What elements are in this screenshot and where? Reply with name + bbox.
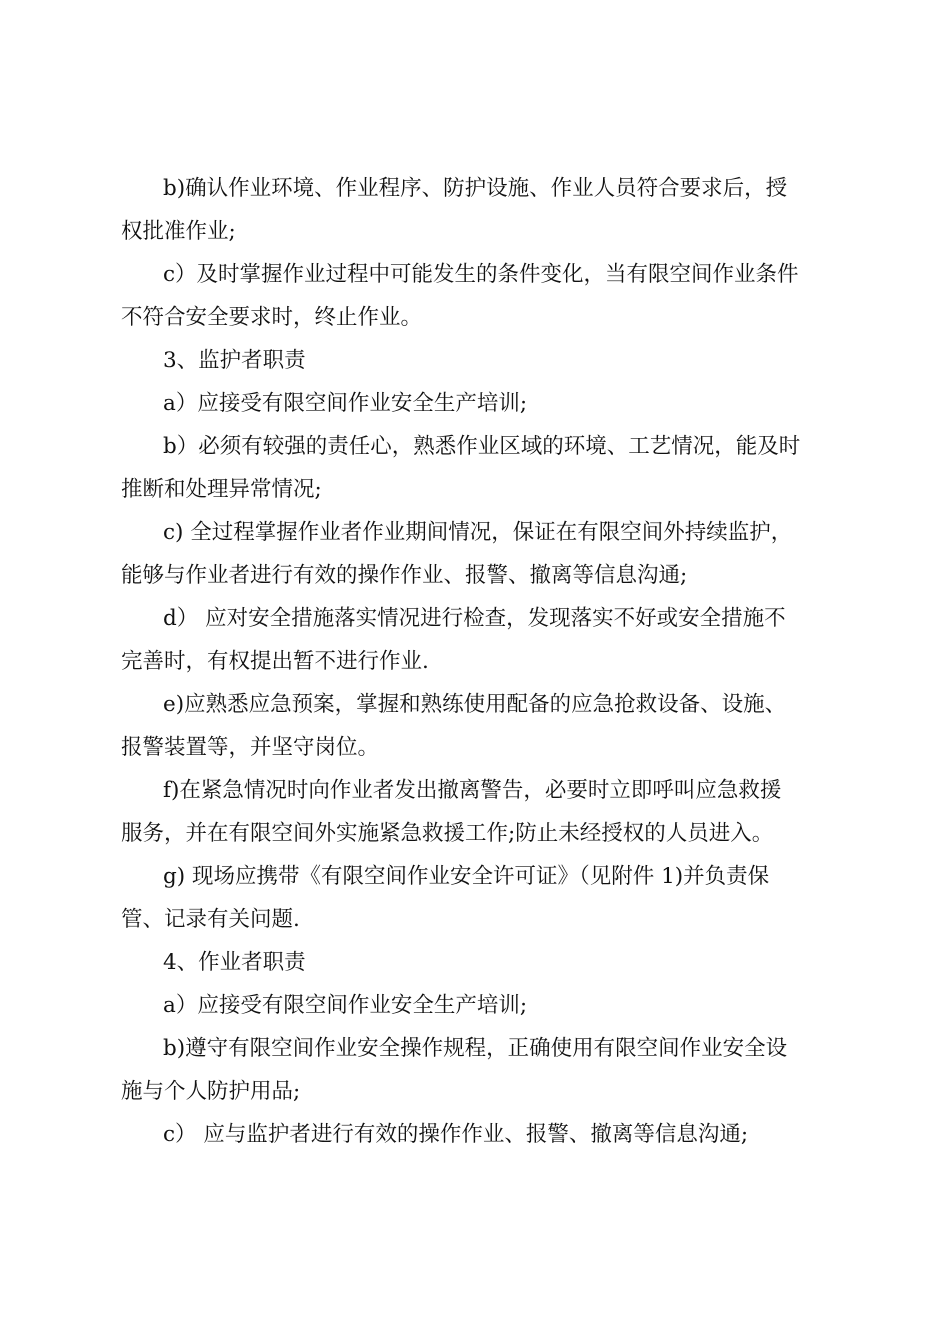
paragraph-line: 不符合安全要求时，终止作业。 xyxy=(121,305,423,330)
paragraph-line: g) 现场应携带《有限空间作业安全许可证》（见附件 1)并负责保 xyxy=(163,864,770,889)
paragraph-line: 权批准作业; xyxy=(121,219,236,244)
paragraph-line: d） 应对安全措施落实情况进行检查，发现落实不好或安全措施不 xyxy=(163,606,786,631)
paragraph-line: 服务，并在有限空间外实施紧急救援工作;防止未经授权的人员进入。 xyxy=(121,821,774,846)
paragraph-line: e)应熟悉应急预案，掌握和熟练使用配备的应急抢救设备、设施、 xyxy=(163,692,787,717)
paragraph-line: c) 全过程掌握作业者作业期间情况，保证在有限空间外持续监护， xyxy=(163,520,793,545)
paragraph-line: b）必须有较强的责任心，熟悉作业区域的环境、工艺情况，能及时 xyxy=(163,434,801,459)
section-heading: 4、作业者职责 xyxy=(163,950,306,975)
paragraph-line: f)在紧急情况时向作业者发出撤离警告，必要时立即呼叫应急救援 xyxy=(163,778,782,803)
section-heading: 3、监护者职责 xyxy=(163,348,306,373)
paragraph-line: a）应接受有限空间作业安全生产培训; xyxy=(163,391,528,416)
paragraph-line: b)确认作业环境、作业程序、防护设施、作业人员符合要求后，授 xyxy=(163,176,788,201)
paragraph-line: c）及时掌握作业过程中可能发生的条件变化，当有限空间作业条件 xyxy=(163,262,799,287)
paragraph-line: 管、记录有关问题. xyxy=(121,907,300,932)
paragraph-line: a）应接受有限空间作业安全生产培训; xyxy=(163,993,528,1018)
paragraph-line: 推断和处理异常情况; xyxy=(121,477,322,502)
paragraph-line: b)遵守有限空间作业安全操作规程，正确使用有限空间作业安全设 xyxy=(163,1036,788,1061)
paragraph-line: 完善时，有权提出暂不进行作业. xyxy=(121,649,429,674)
paragraph-line: 施与个人防护用品; xyxy=(121,1079,301,1104)
paragraph-line: 能够与作业者进行有效的操作作业、报警、撤离等信息沟通; xyxy=(121,563,688,588)
paragraph-line: 报警装置等，并坚守岗位。 xyxy=(121,735,380,760)
paragraph-line: c） 应与监护者进行有效的操作作业、报警、撤离等信息沟通; xyxy=(163,1122,749,1147)
